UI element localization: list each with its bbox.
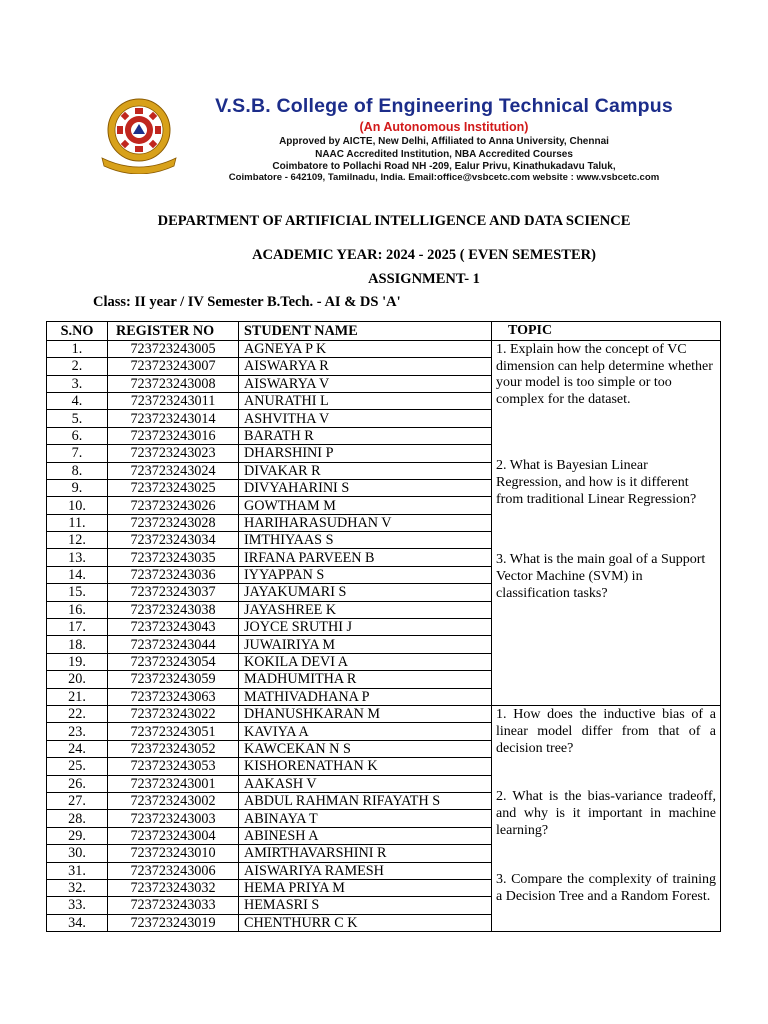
row-sno: 17. (47, 619, 108, 636)
row-register-no: 723723243007 (108, 358, 239, 375)
row-register-no: 723723243059 (108, 671, 239, 688)
row-register-no: 723723243022 (108, 706, 239, 723)
row-register-no: 723723243006 (108, 862, 239, 879)
row-sno: 30. (47, 845, 108, 862)
row-register-no: 723723243010 (108, 845, 239, 862)
row-sno: 15. (47, 584, 108, 601)
row-register-no: 723723243051 (108, 723, 239, 740)
header-name: STUDENT NAME (239, 322, 492, 341)
row-student-name: MATHIVADHANA P (239, 688, 492, 705)
row-register-no: 723723243035 (108, 549, 239, 566)
row-sno: 3. (47, 375, 108, 392)
row-sno: 10. (47, 497, 108, 514)
header-register: REGISTER NO (108, 322, 239, 341)
row-student-name: HARIHARASUDHAN V (239, 514, 492, 531)
row-student-name: KISHORENATHAN K (239, 758, 492, 775)
table-row (47, 340, 721, 357)
row-student-name: JAYASHREE K (239, 601, 492, 618)
row-student-name: KAWCEKAN N S (239, 740, 492, 757)
row-sno: 11. (47, 514, 108, 531)
row-student-name: AMIRTHAVARSHINI R (239, 845, 492, 862)
row-sno: 8. (47, 462, 108, 479)
row-register-no: 723723243002 (108, 792, 239, 809)
row-sno: 20. (47, 671, 108, 688)
accreditation-line: Approved by AICTE, New Delhi, Affiliated to Anna University, Chennai (279, 136, 609, 147)
topic-cell-group-1 (492, 340, 721, 705)
row-sno: 34. (47, 914, 108, 931)
row-student-name: MADHUMITHA R (239, 671, 492, 688)
letterhead (94, 90, 704, 185)
row-student-name: DIVAKAR R (239, 462, 492, 479)
naac-line: NAAC Accredited Institution, NBA Accredited Courses (315, 149, 573, 160)
row-student-name: IRFANA PARVEEN B (239, 549, 492, 566)
row-sno: 6. (47, 427, 108, 444)
row-register-no: 723723243032 (108, 879, 239, 896)
row-sno: 13. (47, 549, 108, 566)
row-student-name: ABINAYA T (239, 810, 492, 827)
row-register-no: 723723243063 (108, 688, 239, 705)
row-register-no: 723723243052 (108, 740, 239, 757)
row-student-name: DHARSHINI P (239, 445, 492, 462)
topic-cell-group-2 (492, 706, 721, 932)
assignment-table (46, 321, 721, 932)
row-student-name: HEMASRI S (239, 897, 492, 914)
row-sno: 26. (47, 775, 108, 792)
row-student-name: ABDUL RAHMAN RIFAYATH S (239, 792, 492, 809)
row-register-no: 723723243034 (108, 532, 239, 549)
row-register-no: 723723243014 (108, 410, 239, 427)
department-title: DEPARTMENT OF ARTIFICIAL INTELLIGENCE AND DATA SCIENCE (157, 213, 631, 229)
row-sno: 28. (47, 810, 108, 827)
table-body (47, 340, 721, 931)
row-student-name: BARATH R (239, 427, 492, 444)
row-register-no: 723723243043 (108, 619, 239, 636)
row-register-no: 723723243033 (108, 897, 239, 914)
row-sno: 22. (47, 706, 108, 723)
row-sno: 18. (47, 636, 108, 653)
row-sno: 32. (47, 879, 108, 896)
table-header-row (47, 322, 721, 341)
row-student-name: ABINESH A (239, 827, 492, 844)
row-sno: 19. (47, 653, 108, 670)
topic-question: 2. What is Bayesian Linear Regression, and how is it different from traditional Linear Regression? (496, 457, 697, 507)
row-sno: 7. (47, 445, 108, 462)
row-sno: 25. (47, 758, 108, 775)
row-student-name: CHENTHURR C K (239, 914, 492, 931)
row-sno: 14. (47, 566, 108, 583)
row-student-name: IMTHIYAAS S (239, 532, 492, 549)
row-sno: 4. (47, 392, 108, 409)
row-register-no: 723723243036 (108, 566, 239, 583)
header-sno: S.NO (47, 322, 108, 341)
address-line: Coimbatore to Pollachi Road NH -209, Ealur Privu, Kinathukadavu Taluk, (272, 161, 616, 172)
college-subtitle: (An Autonomous Institution) (359, 120, 529, 134)
topic-question: 2. What is the bias-variance tradeoff, and why is it important in machine learning? (496, 789, 716, 838)
row-register-no: 723723243003 (108, 810, 239, 827)
row-sno: 16. (47, 601, 108, 618)
contact-line: Coimbatore - 642109, Tamilnadu, India. Email:office@vsbcetc.com website : www.vsbcetc.com (228, 172, 660, 183)
row-sno: 31. (47, 862, 108, 879)
row-register-no: 723723243028 (108, 514, 239, 531)
row-sno: 5. (47, 410, 108, 427)
row-student-name: JAYAKUMARI S (239, 584, 492, 601)
row-sno: 27. (47, 792, 108, 809)
row-register-no: 723723243038 (108, 601, 239, 618)
row-register-no: 723723243024 (108, 462, 239, 479)
row-register-no: 723723243037 (108, 584, 239, 601)
row-register-no: 723723243023 (108, 445, 239, 462)
topic-question: 1. Explain how the concept of VC dimension can help determine whether your model is too simple or too complex for the dataset. (496, 341, 713, 408)
row-register-no: 723723243016 (108, 427, 239, 444)
row-register-no: 723723243044 (108, 636, 239, 653)
row-register-no: 723723243005 (108, 340, 239, 357)
row-sno: 2. (47, 358, 108, 375)
row-student-name: AISWARYA V (239, 375, 492, 392)
row-student-name: JUWAIRIYA M (239, 636, 492, 653)
row-register-no: 723723243053 (108, 758, 239, 775)
topic-question: 1. How does the inductive bias of a linear model differ from that of a decision tree? (496, 707, 716, 756)
row-sno: 1. (47, 340, 108, 357)
assignment-title: ASSIGNMENT- 1 (368, 271, 480, 287)
row-register-no: 723723243008 (108, 375, 239, 392)
row-student-name: ANURATHI L (239, 392, 492, 409)
row-student-name: JOYCE SRUTHI J (239, 619, 492, 636)
class-info: Class: II year / IV Semester B.Tech. - AI & DS 'A' (93, 294, 401, 310)
college-name: V.S.B. College of Engineering Technical Campus (215, 95, 673, 117)
college-emblem-icon (94, 94, 184, 174)
row-student-name: IYYAPPAN S (239, 566, 492, 583)
row-student-name: KAVIYA A (239, 723, 492, 740)
row-register-no: 723723243019 (108, 914, 239, 931)
topic-question: 3. What is the main goal of a Support Vector Machine (SVM) in classification tasks? (496, 552, 706, 601)
row-student-name: AGNEYA P K (239, 340, 492, 357)
header-topic: TOPIC (492, 322, 721, 341)
row-sno: 12. (47, 532, 108, 549)
row-register-no: 723723243004 (108, 827, 239, 844)
row-register-no: 723723243001 (108, 775, 239, 792)
row-sno: 24. (47, 740, 108, 757)
academic-year: ACADEMIC YEAR: 2024 - 2025 ( EVEN SEMESTER) (252, 247, 596, 263)
row-student-name: ASHVITHA V (239, 410, 492, 427)
row-student-name: DHANUSHKARAN M (239, 706, 492, 723)
row-student-name: AISWARYA R (239, 358, 492, 375)
row-register-no: 723723243025 (108, 479, 239, 496)
row-student-name: GOWTHAM M (239, 497, 492, 514)
row-sno: 23. (47, 723, 108, 740)
row-student-name: KOKILA DEVI A (239, 653, 492, 670)
row-sno: 9. (47, 479, 108, 496)
row-register-no: 723723243054 (108, 653, 239, 670)
row-sno: 33. (47, 897, 108, 914)
row-sno: 21. (47, 688, 108, 705)
row-student-name: AISWARIYA RAMESH (239, 862, 492, 879)
row-sno: 29. (47, 827, 108, 844)
row-register-no: 723723243026 (108, 497, 239, 514)
row-register-no: 723723243011 (108, 392, 239, 409)
row-student-name: DIVYAHARINI S (239, 479, 492, 496)
topic-question: 3. Compare the complexity of training a Decision Tree and a Random Forest. (496, 871, 716, 904)
table-row (47, 706, 721, 723)
row-student-name: HEMA PRIYA M (239, 879, 492, 896)
row-student-name: AAKASH V (239, 775, 492, 792)
